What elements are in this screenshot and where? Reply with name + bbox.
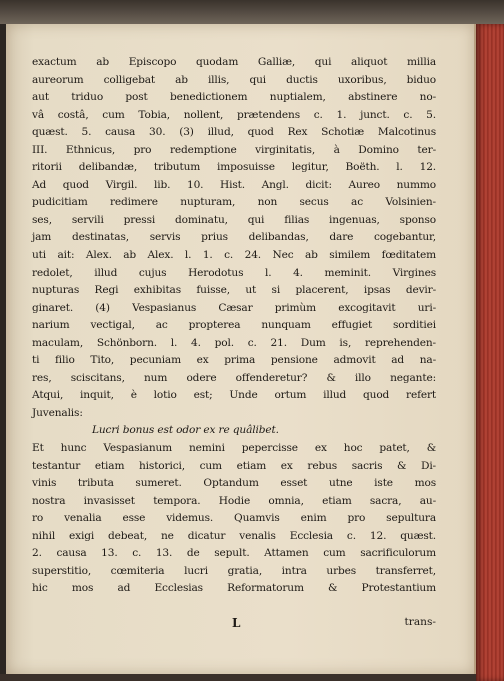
text-line: Atqui, inquit, è lotio est; Unde ortum illud quod refert: [32, 389, 436, 402]
text-line: superstitio, cœmiteria lucri gratia, intra urbes transferret,: [32, 564, 436, 577]
page-text: [32, 54, 436, 598]
text-line: 2. causa 13. c. 13. de sepult. Attamen cum sacrificulorum: [32, 547, 436, 560]
book-top-edge: [0, 0, 504, 24]
text-line: aureorum colligebat ab illis, qui ductis uxoribus, biduo: [32, 73, 436, 86]
text-line: Ad quod Virgil. lib. 10. Hist. Angl. dicit: Aureo nummo: [32, 178, 436, 191]
text-line: exactum ab Episcopo quodam Galliæ, qui aliquot millia: [32, 56, 436, 68]
text-line: vinis tributa sumeret. Optandum esset utne iste mos: [32, 477, 436, 490]
text-line: maculam, Schönborn. l. 4. pol. c. 21. Dum is, reprehenden-: [32, 336, 436, 349]
text-line: aut triduo post benedictionem nuptialem, abstinere no-: [32, 91, 436, 104]
text-line: testantur etiam historici, cum etiam ex rebus sacris & Di-: [32, 459, 436, 472]
book-bottom-edge: [0, 674, 476, 681]
page-footer: [32, 616, 436, 636]
signature-mark: L: [232, 616, 241, 630]
text-line: hic mos ad Ecclesias Reformatorum & Protestantium: [32, 582, 436, 595]
text-line: nihil exigi debeat, ne dicatur venalis Ecclesia c. 12. quæst.: [32, 529, 436, 542]
text-line: Et hunc Vespasianum nemini pepercisse ex hoc patet, &: [32, 442, 436, 455]
text-line: quæst. 5. causa 30. (3) illud, quod Rex Schotiæ Malcotinus: [32, 126, 436, 139]
text-line: ginaret. (4) Vespasianus Cæsar primùm excogitavit uri-: [32, 301, 436, 314]
text-line: Juvenalis:: [32, 406, 83, 419]
verse-quotation: Lucri bonus est odor ex re quâlibet.: [92, 424, 279, 437]
text-line: ritorii delibandæ, tributum imposuisse legitur, Boëth. l. 12.: [32, 161, 436, 174]
catchword: trans-: [404, 616, 436, 628]
text-line: ses, servili pressi dominatu, qui filias ingenuas, sponso: [32, 213, 436, 226]
text-line: nupturas Regi exhibitas fuisse, ut si placerent, ipsas devir-: [32, 284, 436, 297]
text-line: nostra invasisset tempora. Hodie omnia, etiam sacra, au-: [32, 494, 436, 507]
text-line: pudicitiam redimere nupturam, non secus ac Volsinien-: [32, 196, 436, 209]
text-line: ro venalia esse videmus. Quamvis enim pro sepultura: [32, 512, 436, 525]
text-line: vâ costâ, cum Tobia, nollent, prætendens c. 1. junct. c. 5.: [32, 108, 436, 121]
text-line: narium vectigal, ac propterea nunquam effugiet sorditiei: [32, 319, 436, 332]
book-fore-edge: [476, 24, 504, 681]
text-line: res, sciscitans, num odere offenderetur? & illo negante:: [32, 371, 436, 384]
text-line: ti filio Tito, pecuniam ex prima pensione admovit ad na-: [32, 354, 436, 367]
text-line: uti ait: Alex. ab Alex. l. 1. c. 24. Nec ab similem fœditatem: [32, 249, 436, 262]
text-line: redolet, illud cujus Herodotus l. 4. meminit. Virgines: [32, 266, 436, 279]
text-line: jam destinatas, servis prius delibandas, dare cogebantur,: [32, 231, 436, 244]
text-line: III. Ethnicus, pro redemptione virginitatis, à Domino ter-: [32, 143, 436, 156]
